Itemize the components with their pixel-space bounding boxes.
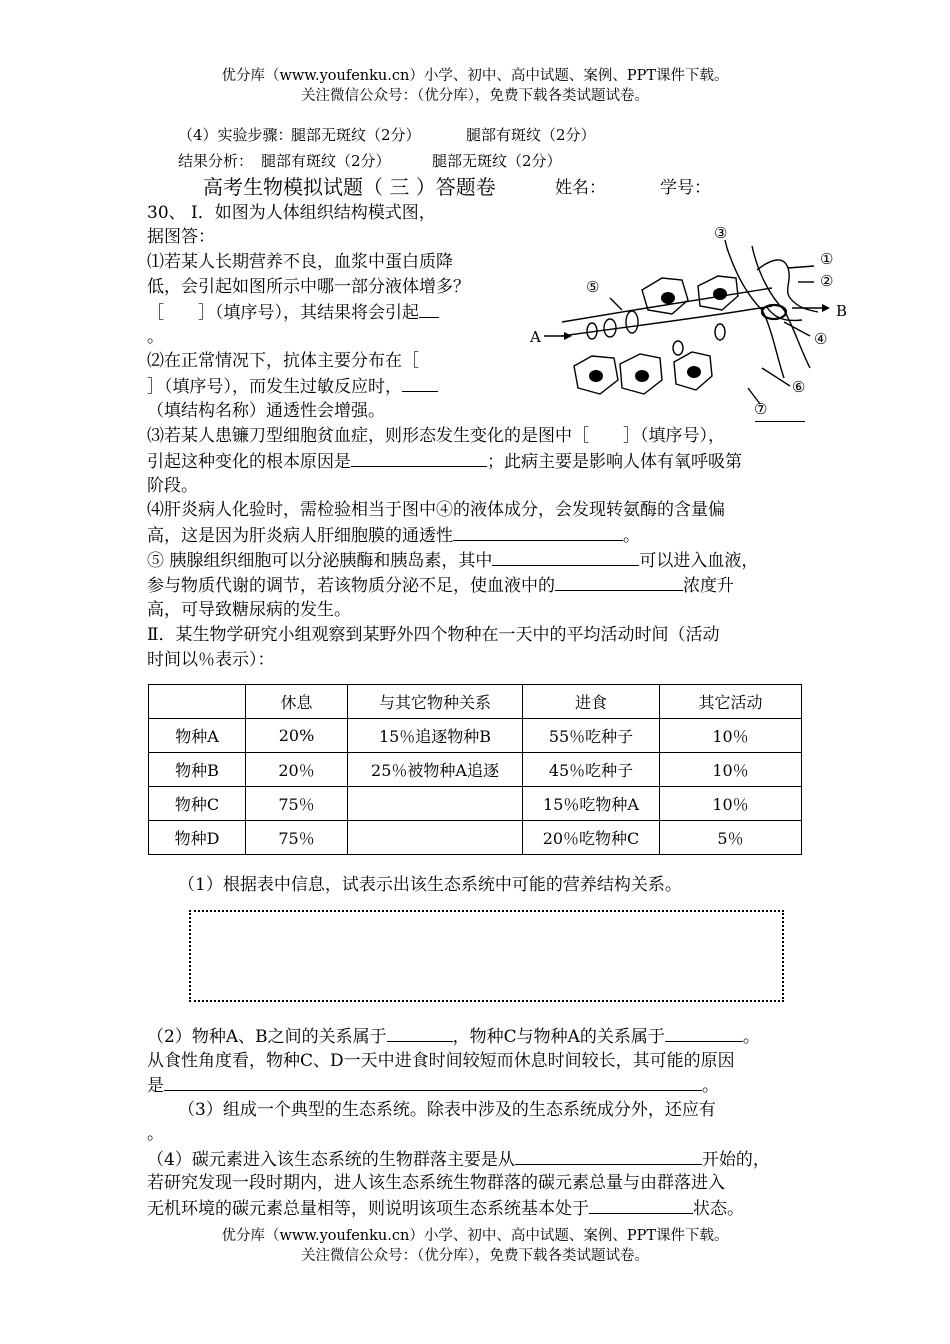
cell-nucleus-1 [661, 292, 675, 304]
header-line-2: 关注微信公众号：（优分库），免费下载各类试题试卷。 [301, 88, 649, 104]
cell-nucleus-2 [713, 288, 727, 300]
capillary-wall-lower [562, 306, 772, 336]
part2-q2-line-1b: ，物种C与物种A的关系属于 [452, 1027, 665, 1047]
activity-table [148, 684, 802, 855]
table-row [149, 787, 802, 821]
part2-q4-line-1a: （4）碳元素进入该生态系统的生物群落主要是从 [147, 1150, 515, 1170]
q30-p1-blank[interactable] [419, 300, 439, 318]
part2-q4-line-2: 若研究发现一段时期内，进人该生态系统生物群落的碳元素总量与由群落进入 [147, 1173, 725, 1193]
footer-line-1: 优分库（www.youfenku.cn）小学、初中、高中试题、案例、PPT课件下载。 [221, 1228, 729, 1244]
part2-q2-blank-2[interactable] [665, 1024, 743, 1042]
q30-intro-1: 30、 Ⅰ．如图为人体组织结构模式图， [147, 203, 436, 223]
table-cell: 55％吃种子 [523, 719, 660, 753]
page-title: 高考生物模拟试题（ 三 ）答题卷 [203, 175, 496, 199]
prev-answer-step-1: 腿部无斑纹（2分） [291, 126, 421, 144]
arrow-b-head [822, 304, 830, 312]
part2-q2-blank-3[interactable] [164, 1073, 702, 1091]
part2-q2-blank-1[interactable] [387, 1024, 453, 1042]
part2-intro-1: Ⅱ．某生物学研究小组观察到某野外四个物种在一天中的平均活动时间（活动 [147, 625, 720, 645]
table-cell: 20％ [246, 753, 348, 787]
part2-q2-line-1c: 。 [742, 1027, 760, 1047]
table-row [149, 719, 802, 753]
q30-p1-line-4: 。 [147, 327, 164, 347]
rbc-4 [673, 341, 683, 355]
rbc-2 [604, 319, 616, 337]
footer-line-2: 关注微信公众号：（优分库），免费下载各类试题试卷。 [301, 1248, 649, 1264]
q30-p2-blank[interactable] [402, 374, 438, 392]
tissue-structure-diagram [522, 218, 852, 418]
table-header-cell [149, 685, 246, 719]
q30-p3-blank[interactable] [351, 449, 487, 467]
q30-p2-blank-tail [755, 421, 805, 422]
diagram-label-3: ③ [714, 224, 728, 242]
part2-q4-line-1b: 开始的， [701, 1150, 770, 1170]
diagram-label-6: ⑥ [792, 378, 806, 396]
q30-p5-line-2b: 浓度升 [683, 576, 734, 596]
part2-q2-line-3b: 。 [702, 1076, 719, 1096]
prev-answer-result-2: 腿部无斑纹（2分） [432, 152, 562, 170]
table-header-cell: 进食 [523, 685, 660, 719]
part2-q2-line-1a: （2）物种A、B之间的关系属于 [147, 1027, 387, 1047]
q30-p5-line-2a: 参与物质代谢的调节，若该物质分泌不足，使血液中的 [147, 576, 555, 596]
table-cell: 5％ [660, 821, 802, 855]
table-cell: 25％被物种A追逐 [348, 753, 523, 787]
part2-q4-blank-1[interactable] [515, 1147, 702, 1165]
rbc-3 [626, 311, 638, 333]
table-cell: 75％ [246, 821, 348, 855]
cell-nucleus-5 [687, 366, 701, 378]
arrow-a-head [564, 332, 572, 340]
q30-p1-line-2: 低，会引起如图所示中哪一部分液体增多？ [147, 277, 470, 297]
leader-4 [784, 322, 810, 336]
rbc-6 [762, 305, 786, 319]
q30-p3-line-2b: ；此病主要是影响人体有氧呼吸第 [487, 452, 742, 472]
q30-p3-line-3: 阶段。 [147, 476, 198, 496]
cell-nucleus-4 [635, 370, 649, 382]
rbc-5 [715, 324, 725, 340]
prev-answer-result-1: 腿部有斑纹（2分） [261, 152, 391, 170]
lymph-vessel-left [727, 248, 784, 378]
q30-p5-line-3: 高，可导致糖尿病的发生。 [147, 600, 351, 620]
table-cell: 物种B [149, 753, 246, 787]
table-cell: 75％ [246, 787, 348, 821]
table-header-cell: 休息 [246, 685, 348, 719]
table-cell: 物种A [149, 719, 246, 753]
leader-5 [610, 298, 622, 310]
part2-q3-line-1: （3）组成一个典型的生态系统。除表中涉及的生态系统成分外，还应有 [178, 1100, 716, 1120]
q30-p5-blank-2[interactable] [555, 573, 683, 591]
part2-q2-line-3a: 是 [147, 1076, 164, 1096]
table-row [149, 821, 802, 855]
q30-p5-blank-1[interactable] [492, 548, 639, 566]
name-label: 姓名： [555, 178, 606, 198]
cell-nucleus-3 [589, 370, 603, 382]
student-id-label: 学号： [660, 178, 711, 198]
prev-answer-step-2: 腿部有斑纹（2分） [466, 126, 596, 144]
table-cell: 物种C [149, 787, 246, 821]
q30-p2-line-1: ⑵在正常情况下，抗体主要分布在［ [147, 351, 419, 371]
part2-intro-2: 时间以％表示）： [147, 650, 275, 670]
part2-q1: （1）根据表中信息，试表示出该生态系统中可能的营养结构关系。 [178, 875, 682, 895]
table-cell: 10％ [660, 753, 802, 787]
q30-p4-line-1: ⑷肝炎病人化验时，需检验相当于图中④的液体成分，会发现转氨酶的含量偏 [147, 500, 725, 520]
q30-p1-line-1: ⑴若某人长期营养不良，血浆中蛋白质降 [147, 252, 453, 272]
header-line-1: 优分库（www.youfenku.cn）小学、初中、高中试题、案例、PPT课件下载。 [221, 68, 729, 84]
table-cell: 45％吃种子 [523, 753, 660, 787]
part2-q3-line-2: 。 [147, 1124, 164, 1144]
table-header-row [149, 685, 802, 719]
diagram-label-2: ② [820, 272, 834, 290]
part2-q2-line-2: 从食性角度看，物种C、D一天中进食时间较短而休息时间较长，其可能的原因 [147, 1051, 735, 1071]
leader-6 [762, 368, 790, 386]
table-cell: 20％吃物种C [523, 821, 660, 855]
diagram-label-a: A [530, 328, 541, 346]
table-row [149, 753, 802, 787]
q30-p5-line-1a: ⑤ 胰腺组织细胞可以分泌胰酶和胰岛素，其中 [147, 551, 493, 571]
q30-p5-line-1b: 可以进入血液， [639, 551, 759, 571]
q30-p3-line-2a: 引起这种变化的根本原因是 [147, 452, 351, 472]
prev-answer-step-label: （4）实验步骤： [178, 126, 293, 144]
table-cell: 20% [246, 719, 348, 753]
diagram-label-5: ⑤ [586, 278, 600, 296]
food-web-answer-box[interactable] [189, 910, 784, 1002]
q30-p2-line-3: （填结构名称）通透性会增强。 [147, 401, 385, 421]
q30-p2-line-2: ］（填序号），而发生过敏反应时， [147, 377, 402, 397]
part2-q4-blank-2[interactable] [589, 1196, 693, 1214]
prev-answer-result-label: 结果分析： [178, 152, 254, 170]
q30-p4-line-2a: 高，这是因为肝炎病人肝细胞膜的通透性 [147, 526, 453, 546]
table-cell: 15％吃物种A [523, 787, 660, 821]
diagram-label-b: B [836, 302, 848, 320]
part2-q4-line-3b: 状态。 [693, 1199, 744, 1219]
q30-p1-line-3: ［ ］（填序号），其结果将会引起 [147, 303, 419, 323]
table-cell [348, 821, 523, 855]
table-cell: 10％ [660, 719, 802, 753]
table-cell: 物种D [149, 821, 246, 855]
table-header-cell: 其它活动 [660, 685, 802, 719]
part2-q4-line-3a: 无机环境的碳元素总量相等，则说明该项生态系统基本处于 [147, 1199, 589, 1219]
table-header-cell: 与其它物种关系 [348, 685, 523, 719]
table-cell: 15％追逐物种B [348, 719, 523, 753]
q30-intro-2: 据图答： [147, 227, 215, 247]
table-cell: 10％ [660, 787, 802, 821]
q30-p4-blank[interactable] [453, 523, 623, 541]
leader-1 [788, 266, 814, 268]
diagram-label-4: ④ [814, 330, 828, 348]
diagram-label-7: ⑦ [754, 400, 768, 418]
q30-p3-line-1: ⑶若某人患镰刀型细胞贫血症，则形态发生变化的是图中［ ］（填序号）， [147, 426, 725, 446]
diagram-label-1: ① [820, 250, 834, 268]
table-cell [348, 787, 523, 821]
q30-p4-line-2b: 。 [623, 526, 640, 546]
